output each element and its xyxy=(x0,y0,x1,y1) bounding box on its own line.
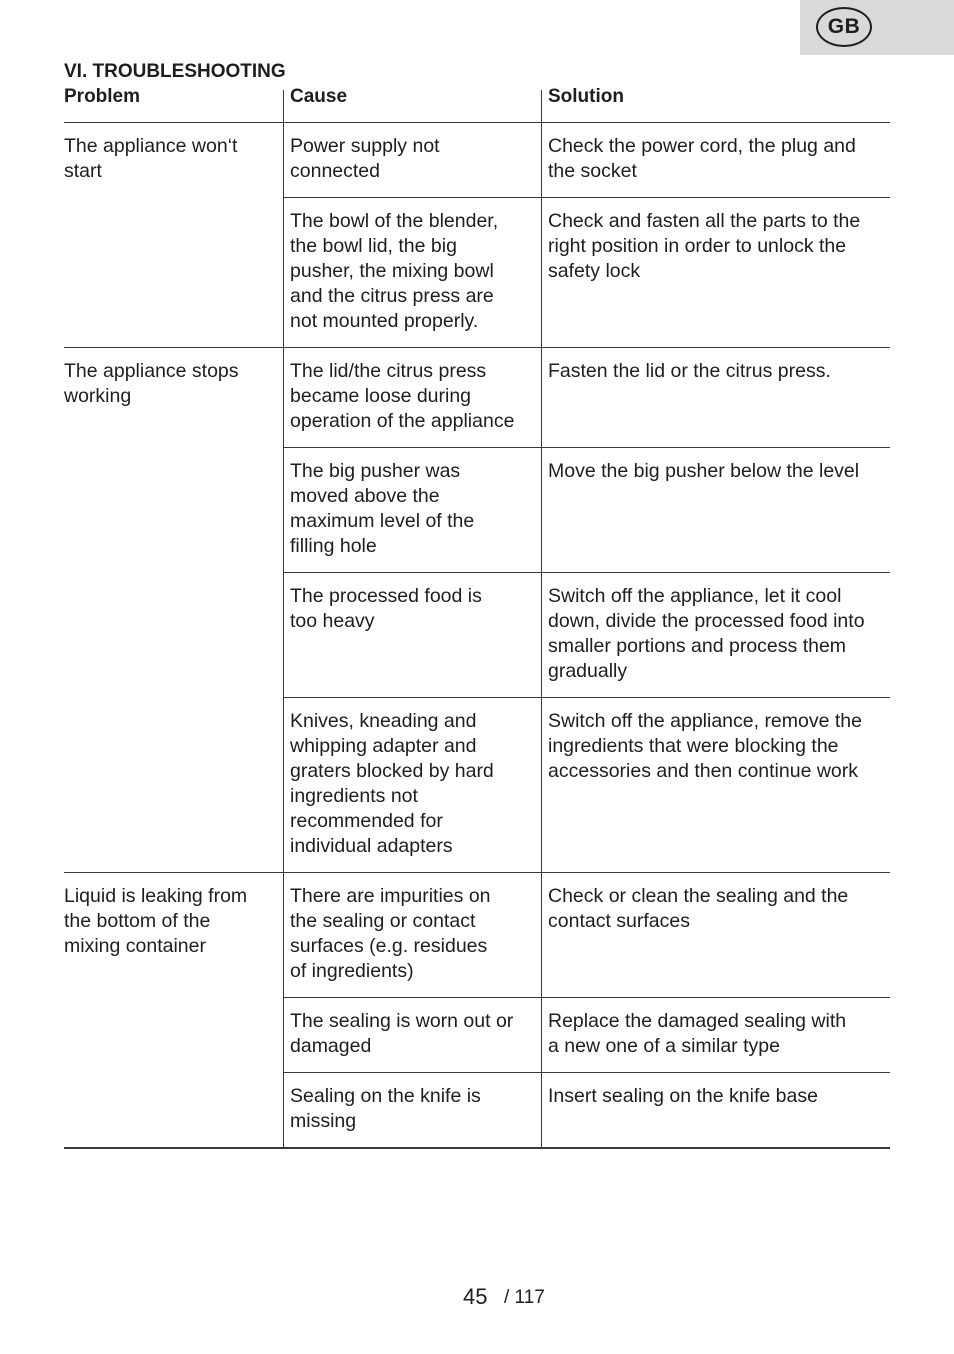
text-line: Switch off the appliance, remove the xyxy=(548,710,862,732)
text-line: graters blocked by hard xyxy=(290,760,494,782)
text-line: recommended for xyxy=(290,810,443,832)
solution-cell xyxy=(548,134,888,184)
header-cause: Cause xyxy=(290,86,348,107)
column-divider xyxy=(283,347,284,872)
text-line: missing xyxy=(290,1110,357,1132)
column-divider xyxy=(283,90,284,122)
row-rule xyxy=(283,997,890,998)
text-line: surfaces (e.g. residues xyxy=(290,935,488,957)
solution-cell xyxy=(548,459,888,484)
text-line: maximum level of the xyxy=(290,510,475,532)
text-line: the sealing or contact xyxy=(290,910,476,932)
solution-cell xyxy=(548,1009,888,1059)
column-divider xyxy=(541,90,542,122)
cause-cell xyxy=(290,134,535,184)
cause-cell xyxy=(290,359,535,434)
solution-cell xyxy=(548,584,888,684)
group-rule xyxy=(64,872,890,873)
column-divider xyxy=(541,347,542,872)
text-line: Check or clean the sealing and the xyxy=(548,885,849,907)
text-line: down, divide the processed food into xyxy=(548,610,865,632)
text-line: Power supply not xyxy=(290,135,440,157)
cause-cell xyxy=(290,1084,535,1134)
language-badge: GB xyxy=(816,7,872,47)
cause-cell xyxy=(290,884,535,984)
text-line: connected xyxy=(290,160,380,182)
text-line: The appliance stops xyxy=(64,360,239,382)
text-line: accessories and then continue work xyxy=(548,760,859,782)
text-line: operation of the appliance xyxy=(290,410,515,432)
text-line: Check the power cord, the plug and xyxy=(548,135,856,157)
text-line: The big pusher was xyxy=(290,460,461,482)
text-line: individual adapters xyxy=(290,835,453,857)
text-line: ingredients that were blocking the xyxy=(548,735,839,757)
text-line: Insert sealing on the knife base xyxy=(548,1085,818,1107)
text-line: Replace the damaged sealing with xyxy=(548,1010,847,1032)
text-line: Switch off the appliance, let it cool xyxy=(548,585,842,607)
text-line: pusher, the mixing bowl xyxy=(290,260,494,282)
text-line: Fasten the lid or the citrus press. xyxy=(548,360,831,382)
header-solution: Solution xyxy=(548,86,624,107)
solution-cell xyxy=(548,1084,888,1109)
text-line: There are impurities on xyxy=(290,885,491,907)
cause-cell xyxy=(290,1009,535,1059)
section-title: VI. TROUBLESHOOTING xyxy=(64,61,286,82)
text-line: not mounted properly. xyxy=(290,310,479,332)
column-divider xyxy=(541,872,542,1147)
row-rule xyxy=(283,572,890,573)
page-total: / 117 xyxy=(504,1287,545,1308)
problem-cell xyxy=(64,134,274,184)
header-problem: Problem xyxy=(64,86,141,107)
column-divider xyxy=(541,122,542,347)
solution-cell xyxy=(548,884,888,934)
text-line: mixing container xyxy=(64,935,206,957)
text-line: right position in order to unlock the xyxy=(548,235,847,257)
column-divider xyxy=(283,122,284,347)
text-line: ingredients not xyxy=(290,785,418,807)
text-line: start xyxy=(64,160,102,182)
column-divider xyxy=(283,872,284,1147)
text-line: the socket xyxy=(548,160,637,182)
solution-cell xyxy=(548,709,888,784)
text-line: working xyxy=(64,385,132,407)
text-line: became loose during xyxy=(290,385,472,407)
row-rule xyxy=(283,197,890,198)
language-tab xyxy=(800,0,954,55)
row-rule xyxy=(283,697,890,698)
problem-cell xyxy=(64,884,274,959)
text-line: filling hole xyxy=(290,535,377,557)
text-line: smaller portions and process them xyxy=(548,635,847,657)
cause-cell xyxy=(290,709,535,859)
text-line: too heavy xyxy=(290,610,375,632)
row-rule xyxy=(283,1072,890,1073)
text-line: Move the big pusher below the level xyxy=(548,460,860,482)
text-line: the bowl lid, the big xyxy=(290,235,457,257)
text-line: The lid/the citrus press xyxy=(290,360,487,382)
page-number: 45 xyxy=(463,1284,488,1309)
text-line: of ingredients) xyxy=(290,960,414,982)
text-line: gradually xyxy=(548,660,628,682)
text-line: Sealing on the knife is xyxy=(290,1085,481,1107)
cause-cell xyxy=(290,459,535,559)
text-line: and the citrus press are xyxy=(290,285,494,307)
text-line: Knives, kneading and xyxy=(290,710,477,732)
problem-cell xyxy=(64,359,274,409)
text-line: damaged xyxy=(290,1035,372,1057)
text-line: The appliance won‘t xyxy=(64,135,238,157)
cause-cell xyxy=(290,584,535,634)
text-line: a new one of a similar type xyxy=(548,1035,780,1057)
table-bottom-rule xyxy=(64,1147,890,1149)
header-rule xyxy=(64,122,890,123)
solution-cell xyxy=(548,209,888,284)
text-line: The sealing is worn out or xyxy=(290,1010,514,1032)
row-rule xyxy=(283,447,890,448)
text-line: Liquid is leaking from xyxy=(64,885,248,907)
text-line: Check and fasten all the parts to the xyxy=(548,210,861,232)
group-rule xyxy=(64,347,890,348)
text-line: The bowl of the blender, xyxy=(290,210,499,232)
text-line: whipping adapter and xyxy=(290,735,477,757)
cause-cell xyxy=(290,209,535,334)
text-line: contact surfaces xyxy=(548,910,690,932)
text-line: The processed food is xyxy=(290,585,482,607)
text-line: safety lock xyxy=(548,260,641,282)
solution-cell xyxy=(548,359,888,384)
text-line: moved above the xyxy=(290,485,440,507)
text-line: the bottom of the xyxy=(64,910,211,932)
